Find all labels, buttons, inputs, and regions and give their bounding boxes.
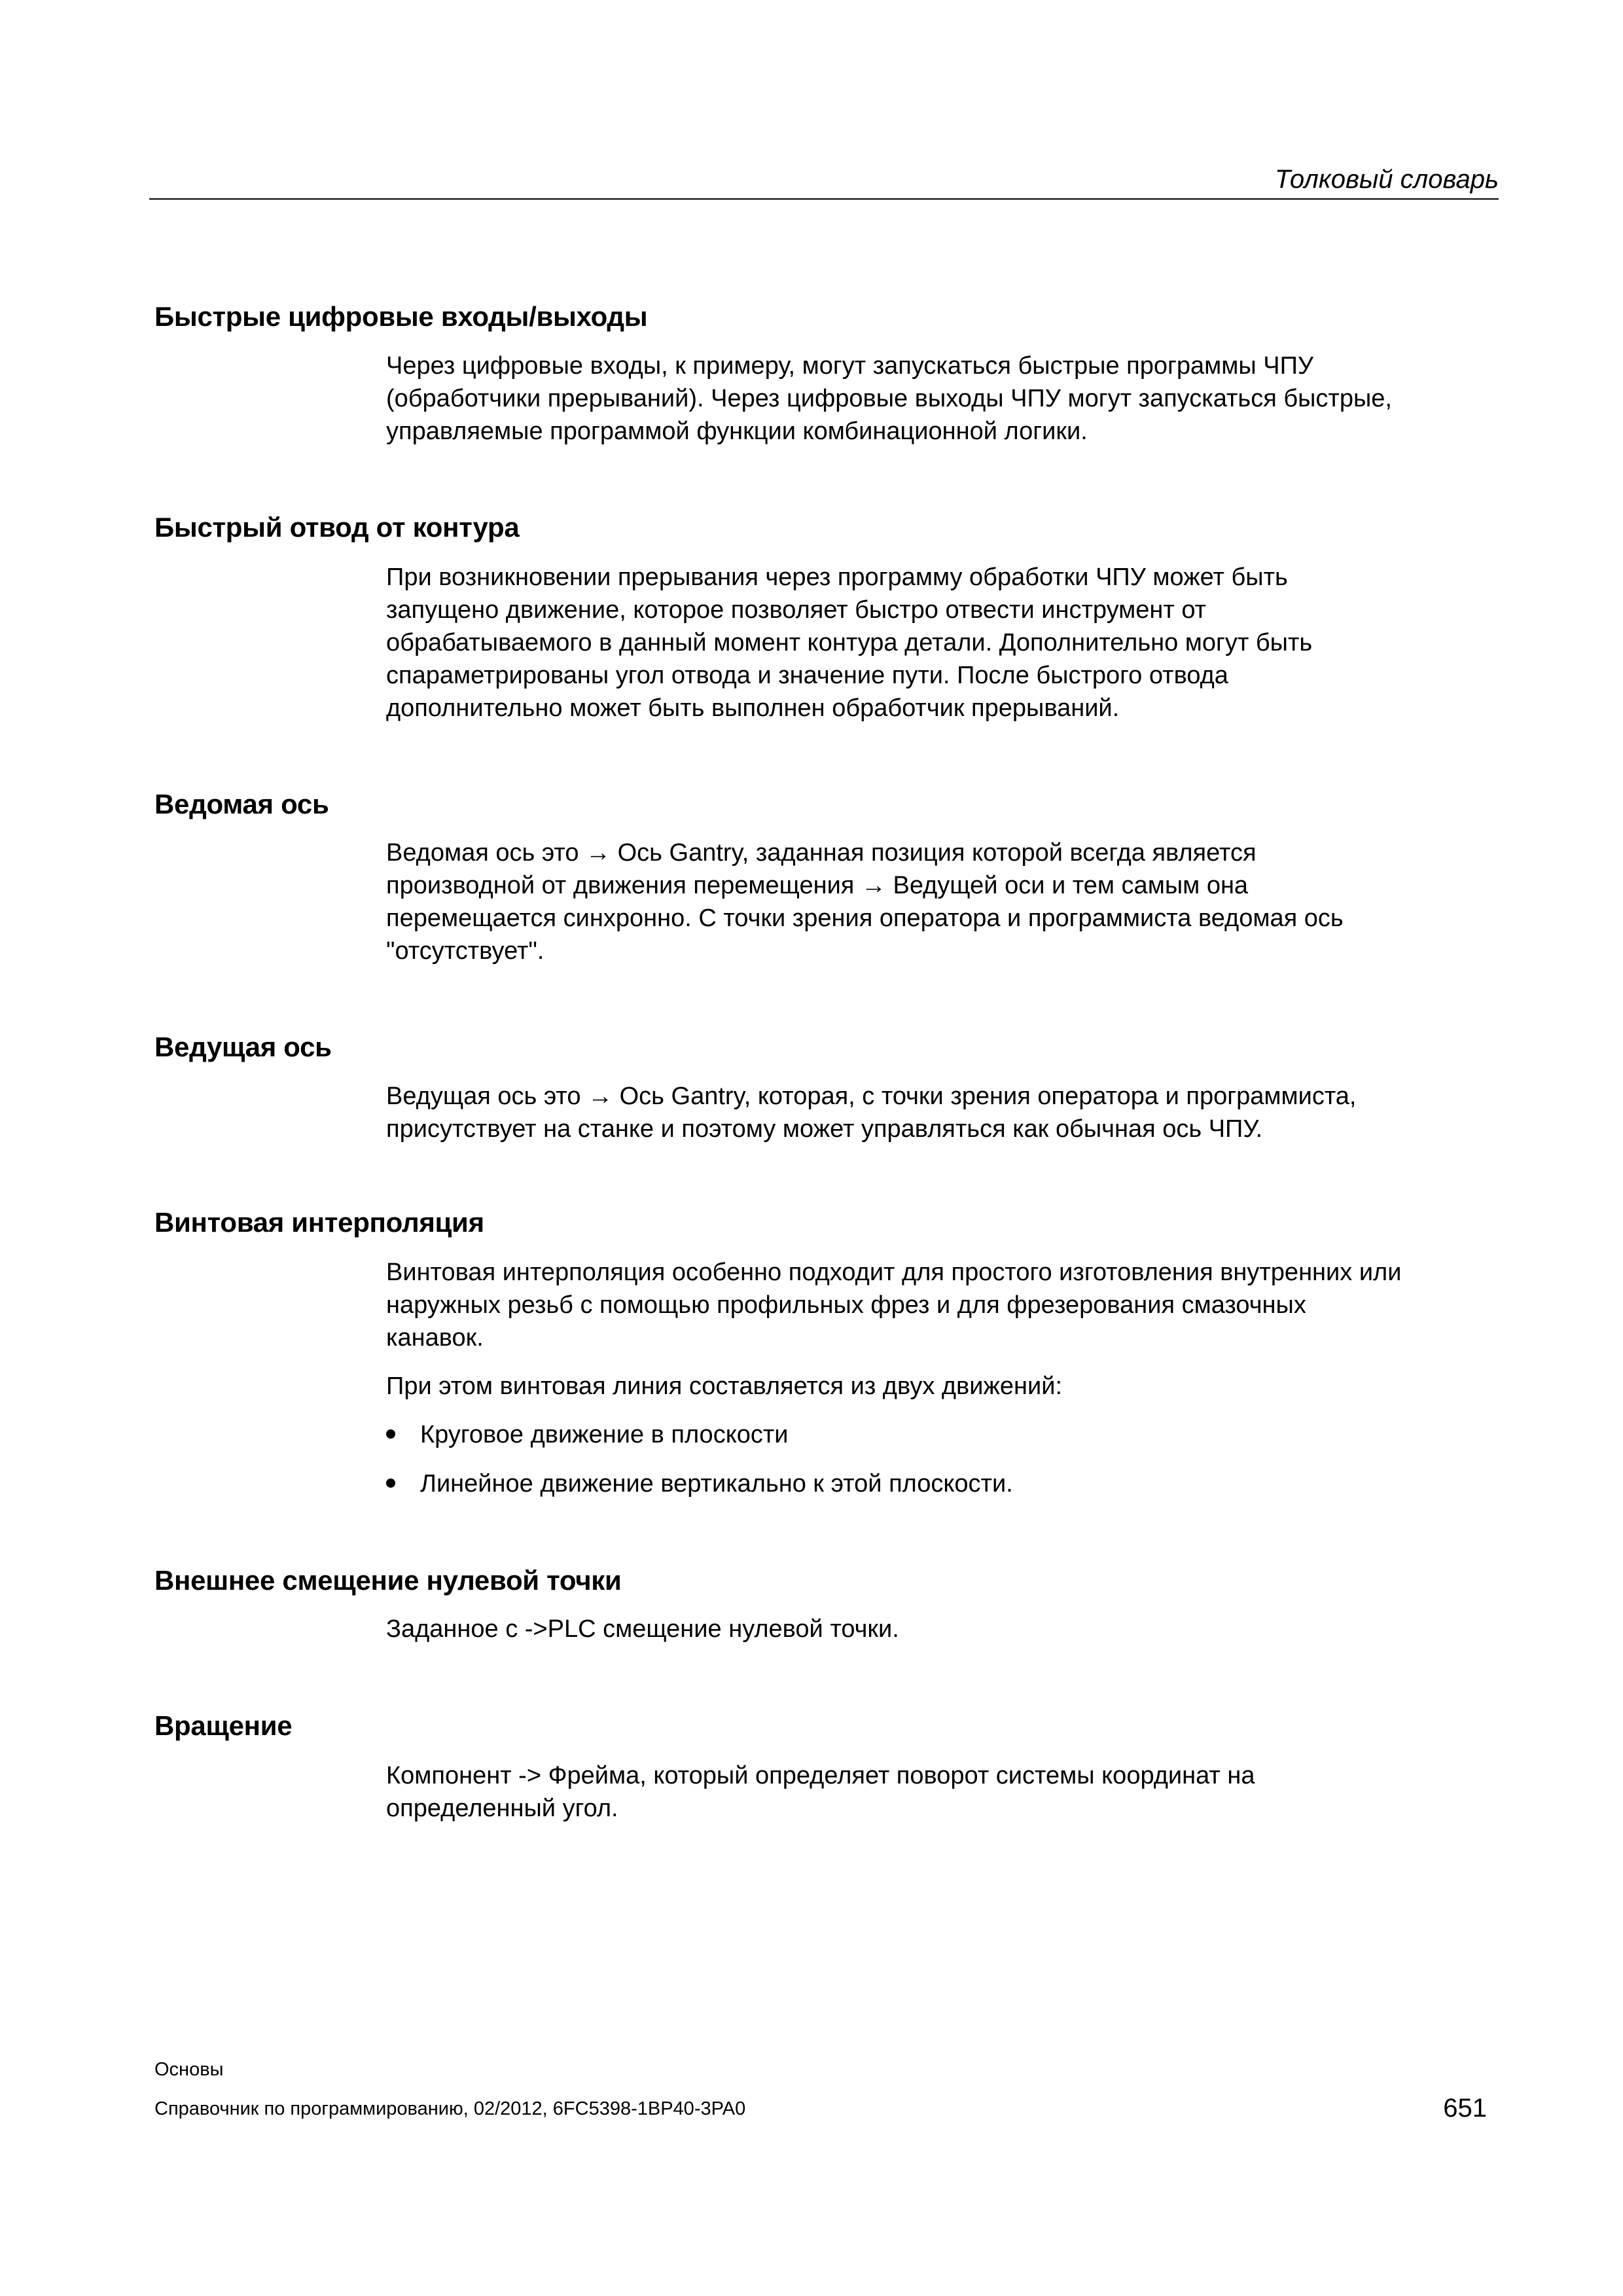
text-line: наружных резьб с помощью профильных фрез и для фрезерования смазочных xyxy=(386,1291,1306,1319)
text-line: запущено движение, которое позволяет быстро отвести инструмент от xyxy=(386,596,1207,624)
entry-title: Винтовая интерполяция xyxy=(154,1207,484,1238)
entry-paragraph xyxy=(386,1370,1512,1403)
text-line: обрабатываемого в данный момент контура детали. Дополнительно могут быть xyxy=(386,629,1313,656)
text-line: Заданное с ->PLC смещение нулевой точки. xyxy=(386,1615,899,1643)
text-line: "отсутствует". xyxy=(386,937,544,965)
text-line: производной от движения перемещения → Ведущей оси и тем самым она xyxy=(386,872,1249,899)
text-line: присутствует на станке и поэтому может управляться как обычная ось ЧПУ. xyxy=(386,1115,1263,1143)
entry-paragraph xyxy=(386,1613,1512,1645)
bullet-text: Круговое движение в плоскости xyxy=(420,1421,789,1448)
entry-title: Быстрый отвод от контура xyxy=(154,512,520,543)
entry-title: Ведущая ось xyxy=(154,1031,332,1062)
header-divider xyxy=(149,198,1499,200)
bullet-dot-icon xyxy=(386,1429,395,1439)
entry-paragraph xyxy=(386,836,1512,967)
text-line: канавок. xyxy=(386,1324,484,1352)
entry-paragraph xyxy=(386,561,1512,725)
text-line: Ведущая ось это → Ось Gantry, которая, с точки зрения оператора и программиста, xyxy=(386,1083,1357,1110)
entry-title: Вращение xyxy=(154,1710,293,1741)
footer-document-info: Справочник по программированию, 02/2012, 6FC5398-1BP40-3PA0 xyxy=(154,2098,746,2119)
text-line: перемещается синхронно. С точки зрения оператора и программиста ведомая ось xyxy=(386,905,1344,932)
footer-book-title: Основы xyxy=(154,2059,224,2080)
bullet-text: Линейное движение вертикально к этой плоскости. xyxy=(420,1470,1013,1498)
entry-paragraph xyxy=(386,1256,1512,1354)
text-line: дополнительно может быть выполнен обработчик прерываний. xyxy=(386,694,1120,722)
bullet-item xyxy=(386,1418,789,1451)
text-line: Компонент -> Фрейма, который определяет поворот системы координат на xyxy=(386,1762,1255,1789)
text-line: управляемые программой функции комбинационной логики. xyxy=(386,418,1088,445)
text-line: (обработчики прерываний). Через цифровые выходы ЧПУ могут запускаться быстрые, xyxy=(386,385,1392,412)
bullet-item xyxy=(386,1467,1013,1500)
text-line: При этом винтовая линия составляется из двух движений: xyxy=(386,1372,1063,1400)
entry-title: Быстрые цифровые входы/выходы xyxy=(154,301,648,332)
text-line: Винтовая интерполяция особенно подходит для простого изготовления внутренних или xyxy=(386,1259,1402,1286)
entry-paragraph xyxy=(386,1759,1512,1825)
text-line: При возникновении прерывания через программу обработки ЧПУ может быть xyxy=(386,564,1288,591)
text-line: определенный угол. xyxy=(386,1795,618,1822)
entry-title: Ведомая ось xyxy=(154,789,329,819)
page-number: 651 xyxy=(1443,2094,1487,2123)
text-line: Через цифровые входы, к примеру, могут запускаться быстрые программы ЧПУ xyxy=(386,352,1314,380)
entry-paragraph xyxy=(386,350,1512,448)
text-line: Ведомая ось это → Ось Gantry, заданная позиция которой всегда является xyxy=(386,839,1257,867)
text-line: спараметрированы угол отвода и значение пути. После быстрого отвода xyxy=(386,662,1228,689)
running-header-title: Толковый словарь xyxy=(1274,165,1499,194)
entry-paragraph xyxy=(386,1080,1512,1145)
entry-title: Внешнее смещение нулевой точки xyxy=(154,1565,622,1596)
bullet-dot-icon xyxy=(386,1479,395,1488)
